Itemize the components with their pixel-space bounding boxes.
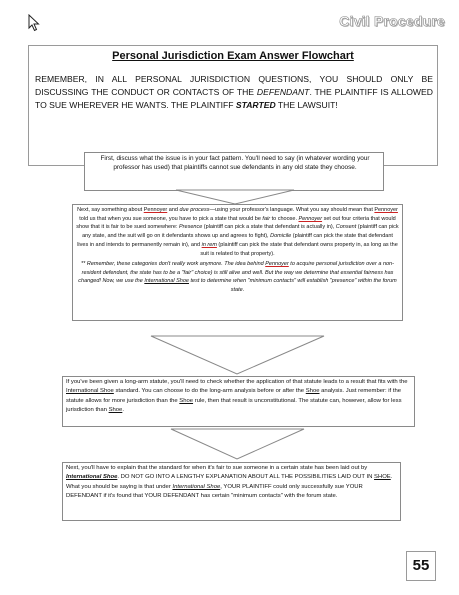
remember-paragraph: REMEMBER, IN ALL PERSONAL JURISDICTION QUESTIONS, YOU SHOULD ONLY BE DISCUSSING THE CONDUCT OR CONTACTS OF THE DEFENDANT. THE PLAINTIFF IS ALLOWED TO SUE WHEREVER HE WANTS. THE PLAINTIFF STARTED THE LAWSUIT! <box>35 74 433 110</box>
step2-note: ** Remember, these categories don't really work anymore. The idea behind Pennoyer to acquire personal jurisdiction over a non-resident defendant, the state has to be a "fair" choice) is still alive and well. But the way we determine that essential fairness has changed! Now, we use the International Shoe test to determine when "minimum contacts" will establish "presence" within the forum state. <box>78 261 397 294</box>
step2-text: Next, say something about Pennoyer and due process—using your professor's language. What you say should mean that Pennoyer told us that when you sue someone, you have to pick a state that would be fair to choose. Pennoyer set out four criteria that would show that it is fair to be sued somewhere: Presence (plaintiff can pick a state that defendant is actually in), Consent (plaintiff can pick any state, and the suit will go on it defendants shows up and agrees to fight), Domicile (plaintiff can pick the state that defendant lives in and intends to permanently remain in), and in rem (plaintiff can pick the state that defendant owns property in, as long as the suit is related to that property). <box>76 207 399 257</box>
down-arrow-icon <box>170 428 305 460</box>
page-number: 55 <box>406 551 436 581</box>
header-title: Civil Procedure <box>339 13 445 29</box>
mouse-pointer-icon <box>28 14 40 32</box>
step4-text: Next, you'll have to explain that the standard for when it's fair to sue someone in a certain state has been laid out by International Shoe. DO NOT GO INTO A LENGTHY EXPLANATION ABOUT ALL THE POSSIBILITIES LAID OUT IN SHOE. What you should be saying is that under International Shoe, YOUR PLAINTIFF could only successfully sue YOUR DEFENDANT if it's found that YOUR DEFENDANT has certain "minimum contacts" with the forum state. <box>66 465 393 500</box>
down-arrow-icon <box>175 189 295 205</box>
step3-text: If you've been given a long-arm statute, you'll need to check whether the application of that statute leads to a result that fits with the International Shoe standard. You can choose to do the long-arm analysis before or after the Shoe analysis. Just remember: if the statute allows for more jurisdiction than the Shoe rule, then that result is unconstitutional. The statute can, however, allow for less jurisdiction than Shoe. <box>66 379 408 414</box>
page-title: Personal Jurisdiction Exam Answer Flowchart <box>112 50 354 62</box>
step1-text: First, discuss what the issue is in your fact pattern. You'll need to say (in whatever wording your professor has used) that plaintiffs cannot sue defendants in any old state they choose. <box>100 155 370 171</box>
down-arrow-icon <box>150 335 325 375</box>
